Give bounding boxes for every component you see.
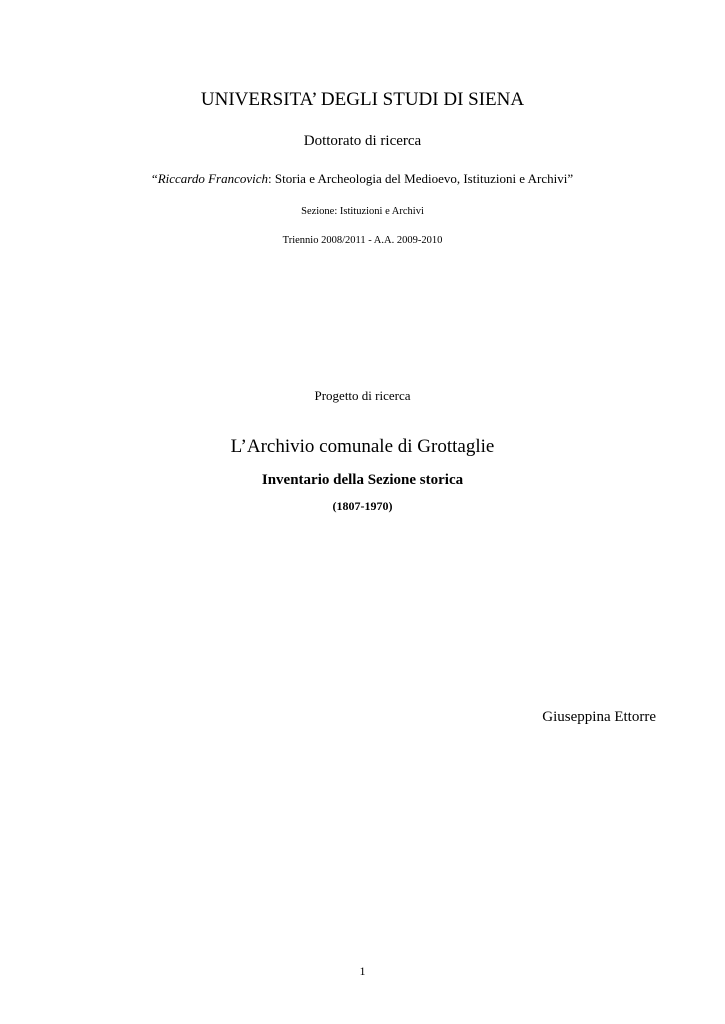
program-rest: : Storia e Archeologia del Medioevo, Istituzioni e Archivi” (268, 171, 574, 186)
program-open-quote: “ (151, 171, 158, 186)
section-label: Sezione: Istituzioni e Archivi (301, 206, 424, 217)
doctoral-program (0, 172, 725, 185)
triennium-label: Triennio 2008/2011 - A.A. 2009-2010 (282, 235, 443, 246)
project-label: Progetto di ricerca (314, 388, 411, 403)
document-title: L’Archivio comunale di Grottaglie (230, 436, 495, 457)
author-name: Giuseppina Ettorre (542, 709, 656, 725)
program-name-italic: Riccardo Francovich (157, 171, 269, 186)
page-number: 1 (359, 964, 366, 978)
date-range: (1807-1970) (332, 499, 393, 513)
document-subtitle: Inventario della Sezione storica (261, 472, 464, 488)
university-name: UNIVERSITA’ DEGLI STUDI DI SIENA (200, 89, 525, 110)
doctorate-label: Dottorato di ricerca (303, 133, 422, 149)
